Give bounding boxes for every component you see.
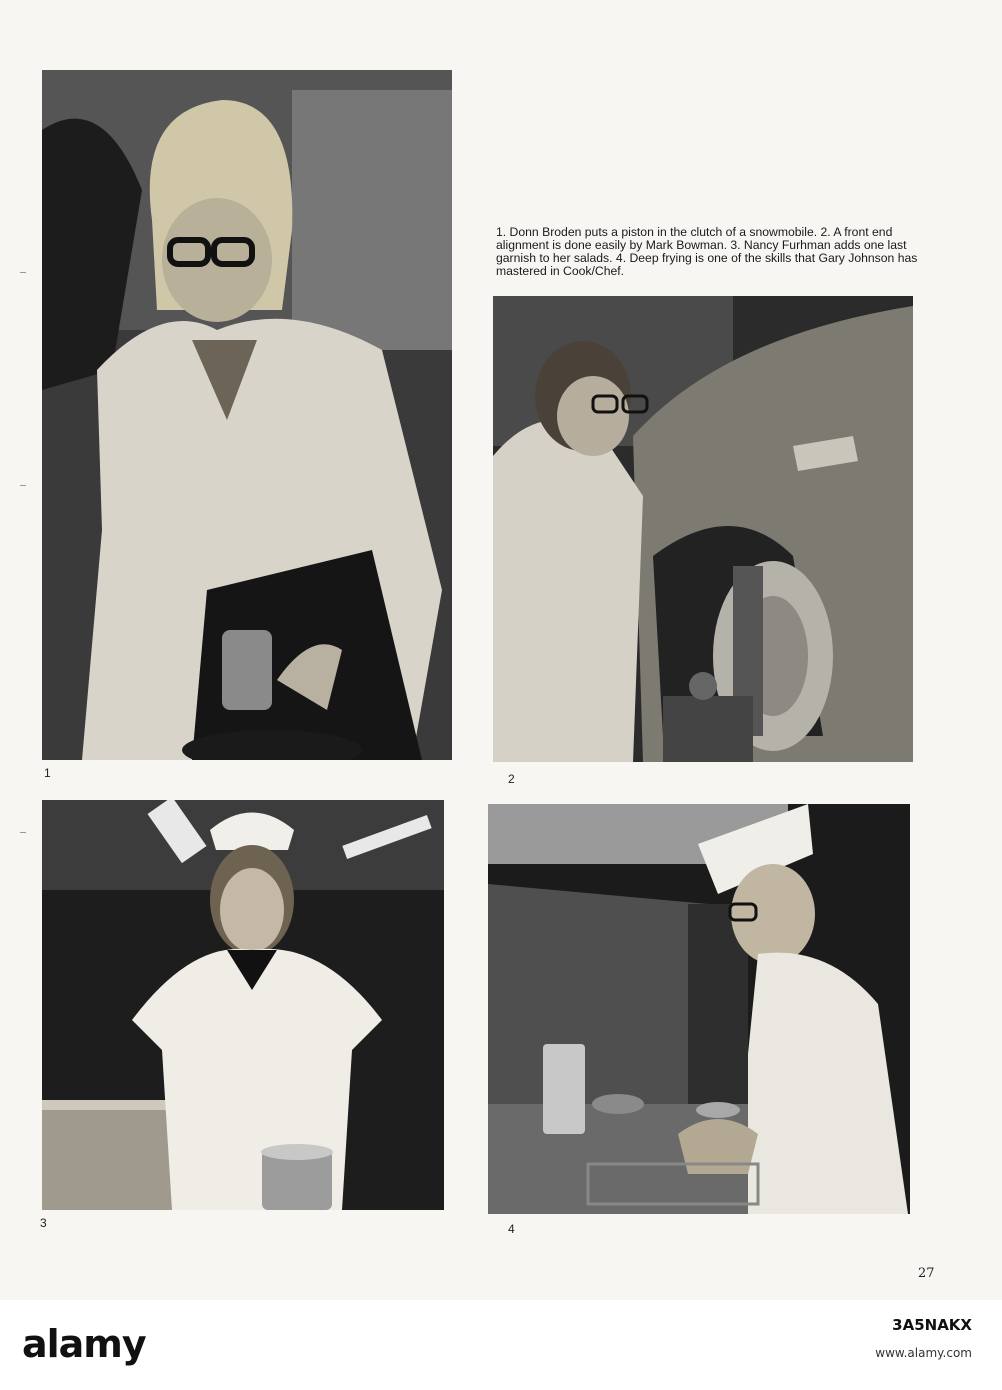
margin-mark xyxy=(20,272,26,273)
page-number: 27 xyxy=(918,1266,935,1281)
photo-4 xyxy=(488,804,910,1214)
photo-3-image xyxy=(42,800,444,1210)
site-url: www.alamy.com xyxy=(875,1346,972,1360)
photo-2-number: 2 xyxy=(508,772,515,786)
photo-4-image xyxy=(488,804,910,1214)
photo-1-number: 1 xyxy=(44,766,51,780)
margin-mark xyxy=(20,832,26,833)
photo-2 xyxy=(493,296,913,762)
image-id: 3A5NAKX xyxy=(892,1316,972,1334)
photo-2-image xyxy=(493,296,913,762)
photo-4-number: 4 xyxy=(508,1222,515,1236)
photo-3 xyxy=(42,800,444,1210)
photo-1-image xyxy=(42,70,452,760)
photo-1 xyxy=(42,70,452,760)
photo-3-number: 3 xyxy=(40,1216,47,1230)
photo-caption: 1. Donn Broden puts a piston in the clutch of a snowmobile. 2. A front end alignment is done easily by Mark Bowman. 3. Nancy Furhman adds one last garnish to her salads. 4. Deep frying is one of the skills that Gary Johnson has mastered in Cook/Chef. xyxy=(496,225,918,278)
alamy-logo: alamy xyxy=(22,1322,146,1366)
margin-mark xyxy=(20,485,26,486)
watermark-footer xyxy=(0,1300,1002,1390)
